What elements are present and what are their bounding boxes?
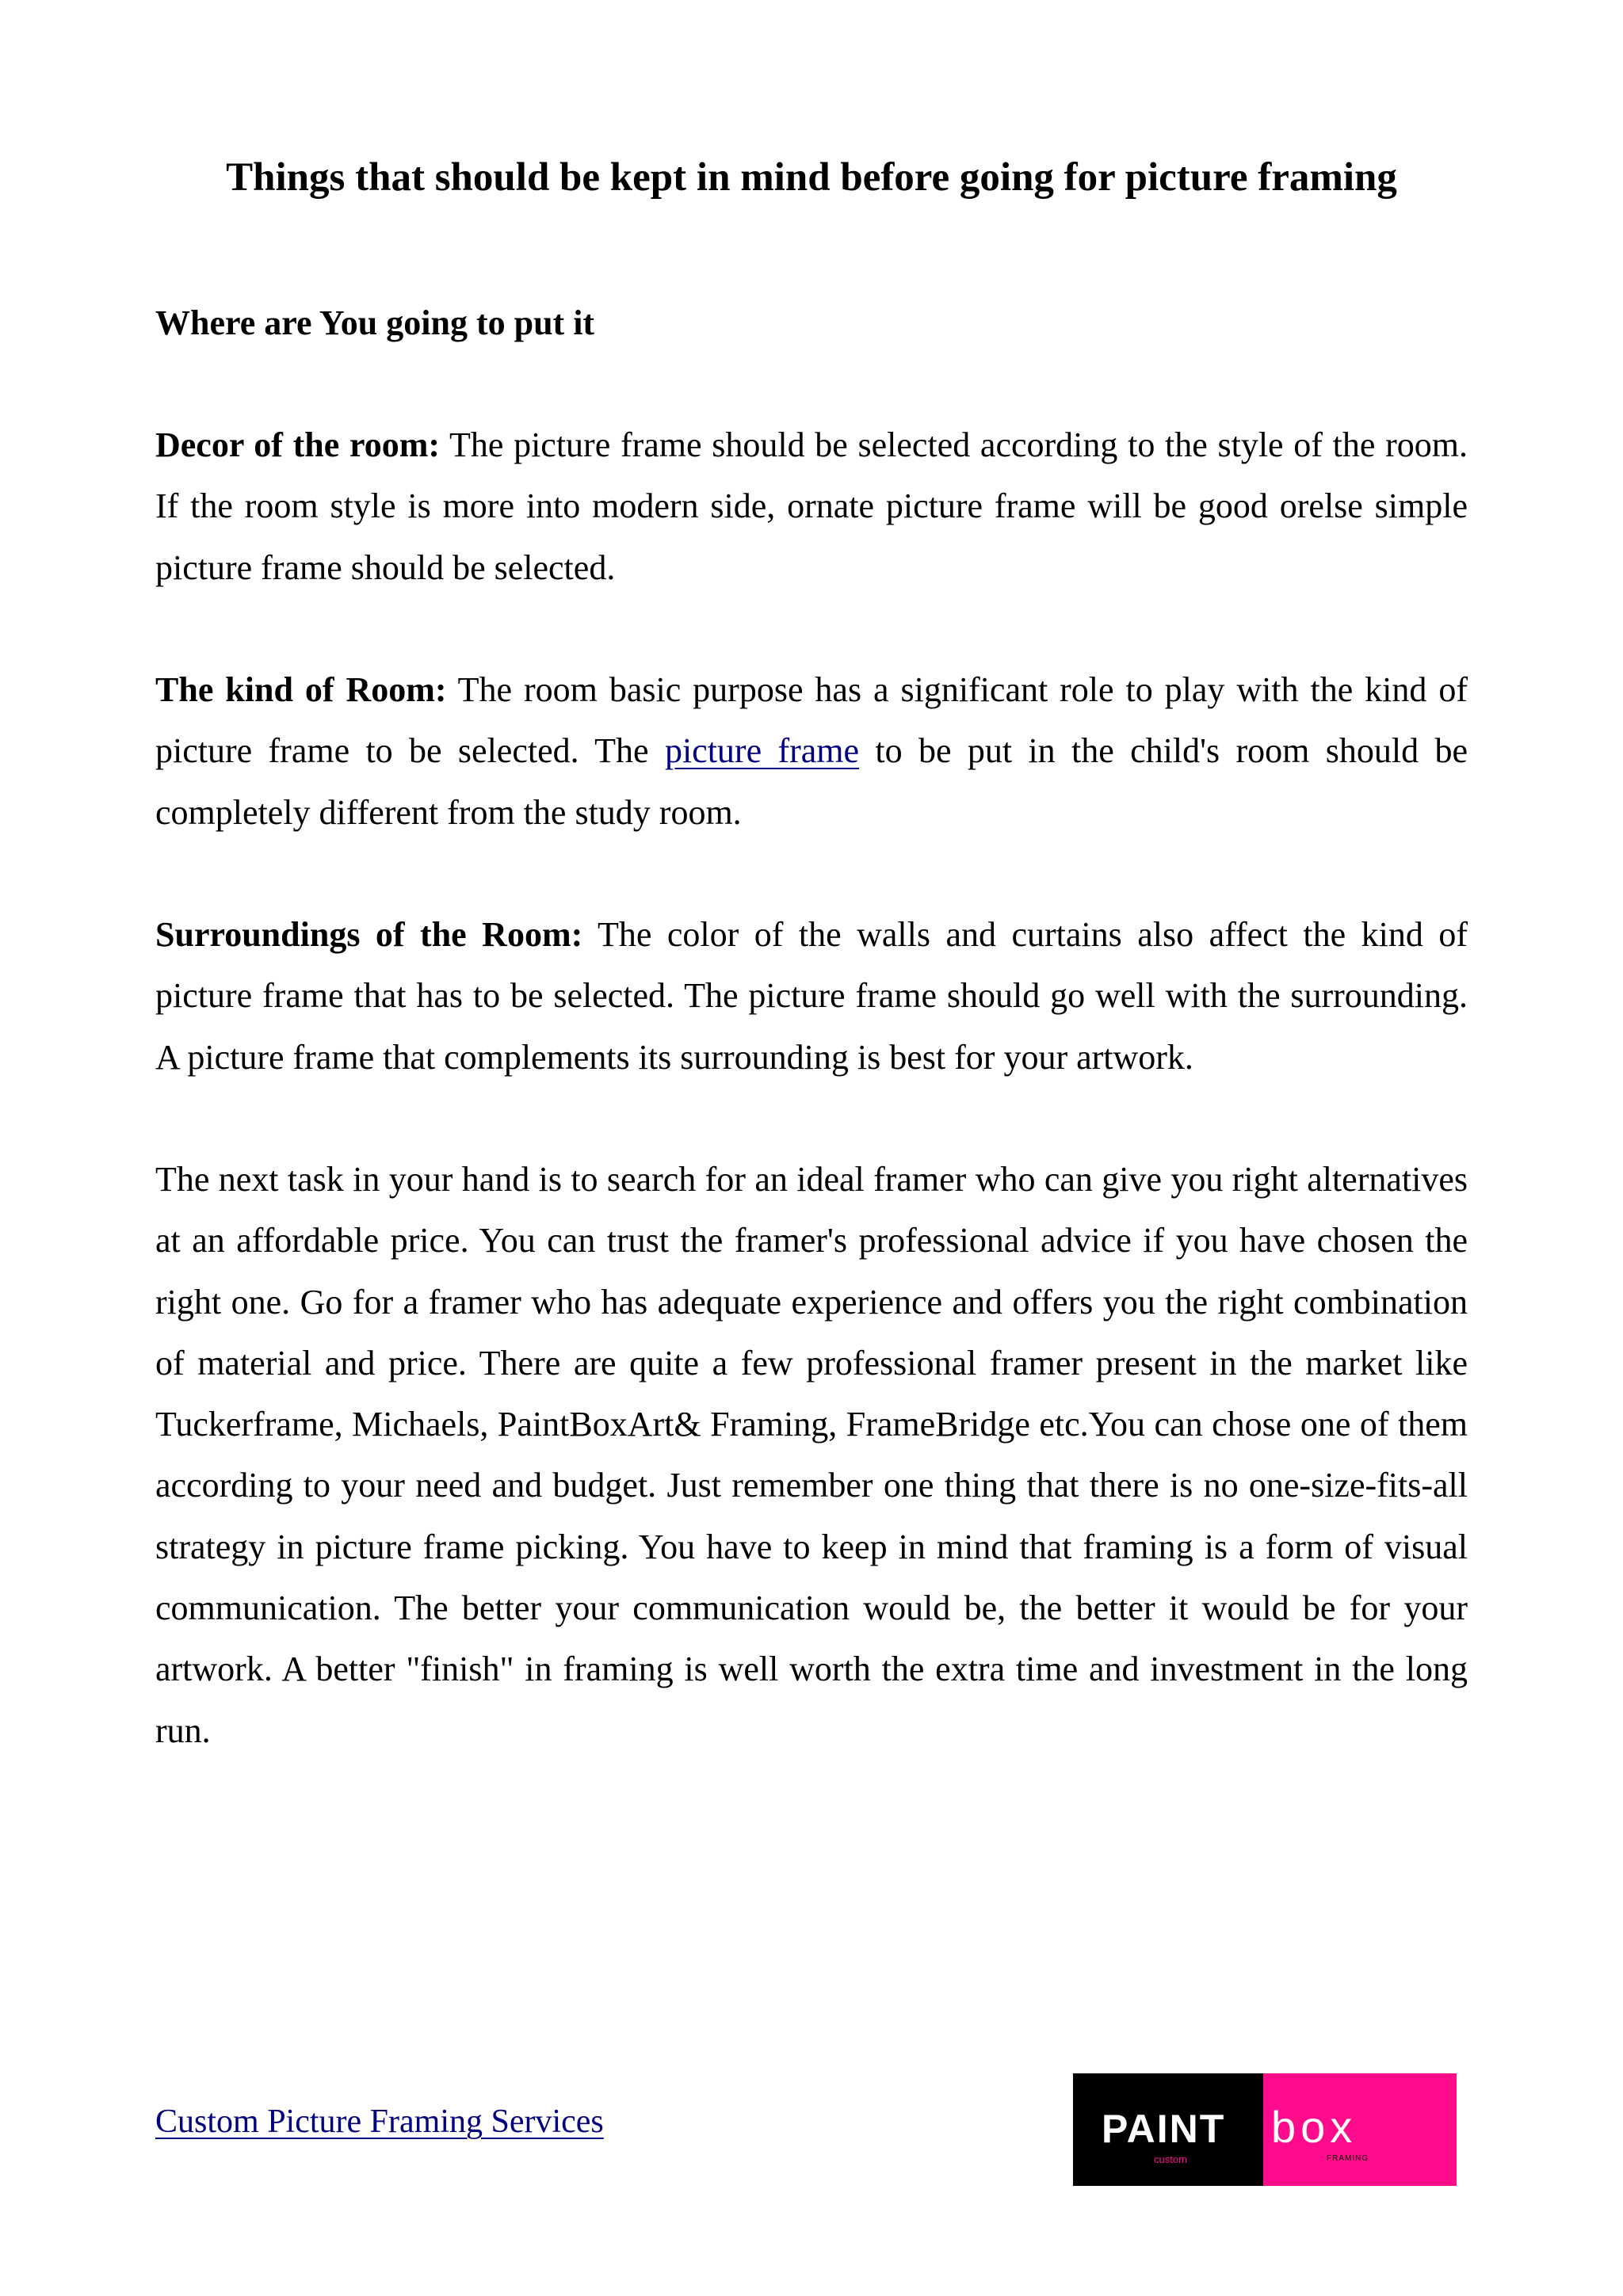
decor-label: Decor of the room:: [155, 425, 441, 464]
logo-paint-text: PAINT: [1102, 2107, 1226, 2151]
surroundings-text: The color of the walls and curtains also affect the kind of picture frame that has to be selected. The picture frame should go well with the surrounding. A picture frame that complements its surrounding is best for your artwork.: [155, 915, 1468, 1077]
section-subheading: Where are You going to put it: [155, 303, 595, 342]
paragraph-decor: [155, 414, 1468, 598]
logo-custom-text: custom: [1154, 2153, 1187, 2165]
paintbox-logo[interactable]: [1073, 2073, 1457, 2186]
logo-box-text: box: [1271, 2102, 1358, 2152]
custom-framing-services-link[interactable]: Custom Picture Framing Services: [155, 2103, 604, 2140]
kind-text-before: The room basic purpose has a significant role to play with the kind of picture frame to be selected. The: [155, 670, 1468, 771]
paragraph-next-task: The next task in your hand is to search for an ideal framer who can give you right alternatives at an affordable price. You can trust the framer's professional advice if you have chosen the right one. Go for a framer who has adequate experience and offers you the right combination of material and price. There are quite a few professional framer present in the market like Tuckerframe, Michaels, PaintBoxArt& Framing, FrameBridge etc.You can chose one of them according to your need and budget. Just remember one thing that there is no one-size-fits-all strategy in picture frame picking. You have to keep in mind that framing is a form of visual communication. The better your communication would be, the better it would be for your artwork. A better "finish" in framing is well worth the extra time and investment in the long run.: [155, 1160, 1468, 1750]
kind-text-after: to be put in the child's room should be completely different from the study room.: [155, 731, 1468, 832]
logo-pink-panel: [1263, 2073, 1457, 2186]
surroundings-label: Surroundings of the Room:: [155, 915, 583, 954]
logo-black-panel: [1073, 2073, 1263, 2186]
picture-frame-link[interactable]: picture frame: [664, 731, 860, 771]
document-title: Things that should be kept in mind before going for picture framing: [226, 155, 1397, 200]
paragraph-surroundings: [155, 904, 1468, 1088]
paragraph-kind-of-room: [155, 659, 1468, 843]
decor-text: The picture frame should be selected according to the style of the room. If the room style is more into modern side, ornate picture frame will be good orelse simple picture frame should be selected.: [155, 425, 1468, 587]
logo-framing-text: FRAMING: [1327, 2154, 1369, 2163]
kind-label: The kind of Room:: [155, 670, 447, 709]
